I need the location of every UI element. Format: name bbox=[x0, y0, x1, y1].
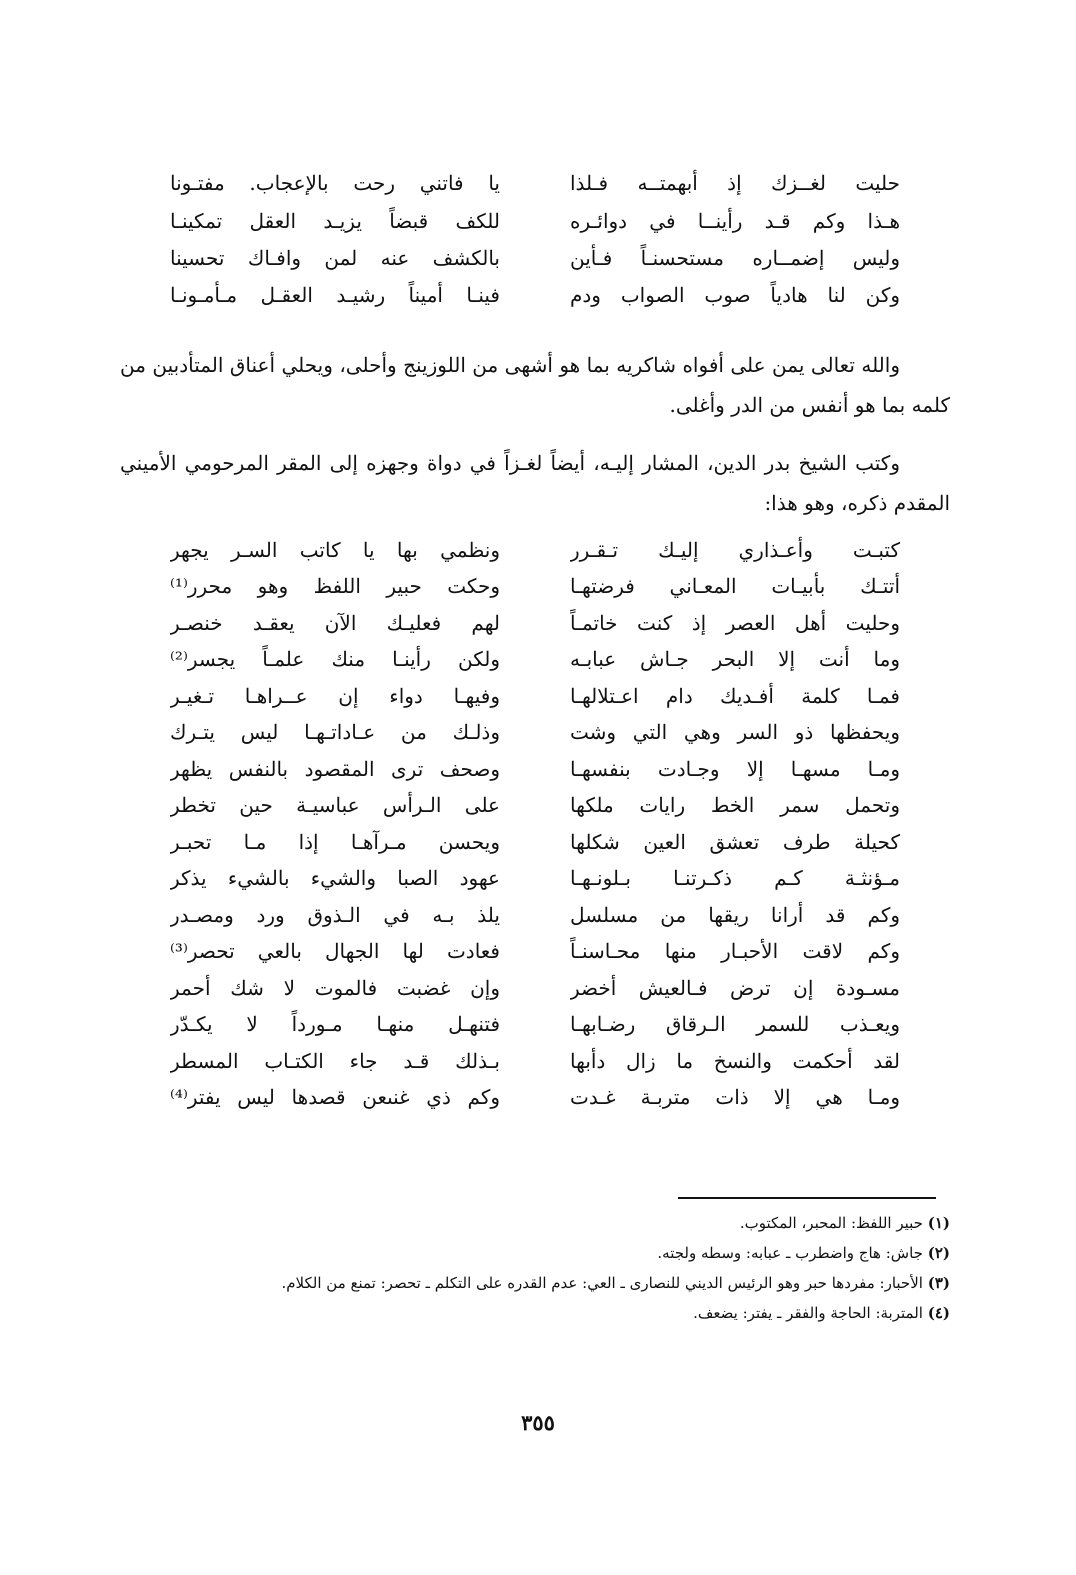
footnote-text: حبير اللفظ: المحبر، المكتوب. bbox=[739, 1214, 923, 1232]
second-hemistich: وحكت حبير اللفظ وهو محرر⁽¹⁾ bbox=[170, 574, 500, 599]
footnote bbox=[120, 1298, 950, 1328]
poem-block-2 bbox=[170, 532, 900, 1116]
first-hemistich: أتتـك بأبيـات المعـاني فرضتهـا bbox=[570, 574, 900, 599]
second-hemistich: فينـا أميناً رشيـد العقـل مـأمـونـا bbox=[170, 283, 500, 308]
second-hemistich: فتنهـل منهـا مـورداً لا يكـدّر bbox=[170, 1012, 500, 1037]
footnote-text: الأحبار: مفردها حبر وهو الرئيس الديني للنصارى ـ العي: عدم القدره على التكلم ـ تحصر: تمنع من الكلام. bbox=[281, 1274, 923, 1292]
footnote-text: المتربة: الحاجة والفقر ـ يفتر: يضعف. bbox=[693, 1304, 923, 1322]
footnote-number: (٣) bbox=[927, 1274, 950, 1292]
poem-2-verse-line bbox=[170, 1043, 900, 1080]
poem-1-verse-line bbox=[170, 277, 900, 314]
first-hemistich: وليس إضمــاره مستحسنـاً فـأين bbox=[570, 245, 900, 270]
first-hemistich: فمـا كلمة أفـديك دام اعـتلالهـا bbox=[570, 683, 900, 708]
footnotes bbox=[120, 1208, 950, 1328]
footnote-number: (٤) bbox=[927, 1304, 950, 1322]
second-hemistich: للكف قبضاً يزيـد العقل تمكينـا bbox=[170, 208, 500, 233]
poem-2-verse-line bbox=[170, 1080, 900, 1117]
poem-2-verse-line bbox=[170, 824, 900, 861]
poem-2-verse-line bbox=[170, 751, 900, 788]
second-hemistich: يلذ بـه في الـذوق ورد ومصـدر bbox=[170, 902, 500, 927]
second-hemistich: وإن غضبت فالموت لا شك أحمر bbox=[170, 975, 500, 1000]
poem-2-verse-line bbox=[170, 897, 900, 934]
second-hemistich: عهود الصبا والشيء بالشيء يذكر bbox=[170, 866, 500, 891]
first-hemistich: وحليت أهل العصر إذ كنت خاتمـاً bbox=[570, 610, 900, 635]
first-hemistich: ويعـذب للسمر الـرقاق رضـابهـا bbox=[570, 1012, 900, 1037]
page-number: ٣٥٥ bbox=[521, 1410, 555, 1435]
first-hemistich: وكم قد أرانا ريقها من مسلسل bbox=[570, 902, 900, 927]
footnote-number: (١) bbox=[927, 1214, 950, 1232]
first-hemistich: مسـودة إن ترض فـالعيش أخضر bbox=[570, 975, 900, 1000]
second-hemistich: بالكشف عنه لمن وافـاك تحسينا bbox=[170, 245, 500, 270]
first-hemistich: ويحفظها ذو السر وهي التي وشت bbox=[570, 720, 900, 745]
footnote-text: جاش: هاج واضطرب ـ عبابه: وسطه ولجته. bbox=[657, 1244, 923, 1262]
second-hemistich: بـذلك قـد جاء الكتـاب المسطر bbox=[170, 1048, 500, 1073]
poem-2-verse-line bbox=[170, 605, 900, 642]
footnote bbox=[120, 1238, 950, 1268]
second-hemistich: وكم ذي غنىعن قصدها ليس يفتر⁽⁴⁾ bbox=[170, 1085, 500, 1110]
first-hemistich: لقد أحكمت والنسخ ما زال دأبها bbox=[570, 1048, 900, 1073]
second-hemistich: ونظمي بها يا كاتب السـر يجهر bbox=[170, 537, 500, 562]
poem-2-verse-line bbox=[170, 678, 900, 715]
footnote-number: (٢) bbox=[927, 1244, 950, 1262]
second-hemistich: وفيهـا دواء إن عــراهـا تـغيـر bbox=[170, 683, 500, 708]
first-hemistich: ومـا مسهـا إلا وجـادت بنفسهـا bbox=[570, 756, 900, 781]
first-hemistich: وتحمل سمر الخط رايات ملكها bbox=[570, 793, 900, 818]
first-hemistich: وما أنت إلا البحر جـاش عبابـه bbox=[570, 647, 900, 672]
poem-2-verse-line bbox=[170, 569, 900, 606]
first-hemistich: وكم لاقت الأحبـار منها محـاسنـاً bbox=[570, 939, 900, 964]
poem-2-verse-line bbox=[170, 934, 900, 971]
second-hemistich: فعادت لها الجهال بالعي تحصر⁽³⁾ bbox=[170, 939, 500, 964]
footnote bbox=[120, 1208, 950, 1238]
second-hemistich: وصحف ترى المقصود بالنفس يظهر bbox=[170, 756, 500, 781]
poem-2-verse-line bbox=[170, 788, 900, 825]
footnote bbox=[120, 1268, 950, 1298]
first-hemistich: هـذا وكم قـد رأينــا في دوائـره bbox=[570, 208, 900, 233]
first-hemistich: ومـا هي إلا ذات متربـة غـدت bbox=[570, 1085, 900, 1110]
second-hemistich: ويحسن مـرآهـا إذا مـا تحبـر bbox=[170, 829, 500, 854]
poem-2-verse-line bbox=[170, 1007, 900, 1044]
footnote-separator bbox=[678, 1197, 936, 1199]
second-hemistich: ولكن رأينـا منك علمـاً يجسر⁽²⁾ bbox=[170, 647, 500, 672]
second-hemistich: على الـرأس عباسيـة حين تخطر bbox=[170, 793, 500, 818]
second-hemistich: يا فاتني رحت بالإعجاب. مفتـونا bbox=[170, 171, 500, 196]
first-hemistich: كتبـت وأعـذاري إليـك تـقـرر bbox=[570, 537, 900, 562]
second-hemistich: وذلـك من عـاداتـهـا ليس يتـرك bbox=[170, 720, 500, 745]
first-hemistich: حليت لغــزك إذ أبهمتــه فـلذا bbox=[570, 171, 900, 196]
poem-block-1 bbox=[170, 165, 900, 315]
poem-2-verse-line bbox=[170, 970, 900, 1007]
poem-2-verse-line bbox=[170, 642, 900, 679]
poem-2-verse-line bbox=[170, 715, 900, 752]
second-hemistich: لهم فعليـك الآن يعقـد خنصـر bbox=[170, 610, 500, 635]
prose-paragraph-2: وكتب الشيخ بدر الدين، المشار إليـه، أيضاً لغـزاً في دواة وجهزه إلى المقر المرحومي الأميني المقدم ذكره، وهو هذا: bbox=[120, 451, 950, 515]
poem-1-verse-line bbox=[170, 165, 900, 202]
poem-1-verse-line bbox=[170, 240, 900, 277]
poem-1-verse-line bbox=[170, 202, 900, 239]
first-hemistich: وكن لنا هادياً صوب الصواب ودم bbox=[570, 283, 900, 308]
first-hemistich: مـؤنثـة كـم ذكـرتنـا بـلونـهـا bbox=[570, 866, 900, 891]
poem-2-verse-line bbox=[170, 532, 900, 569]
poem-2-verse-line bbox=[170, 861, 900, 898]
first-hemistich: كحيلة طرف تعشق العين شكلها bbox=[570, 829, 900, 854]
prose-paragraph-1: والله تعالى يمن على أفواه شاكريه بما هو أشهى من اللوزينج وأحلى، ويحلي أعناق المتأدبين من كلمه بما هو أنفس من الدر وأغلى. bbox=[120, 353, 950, 417]
